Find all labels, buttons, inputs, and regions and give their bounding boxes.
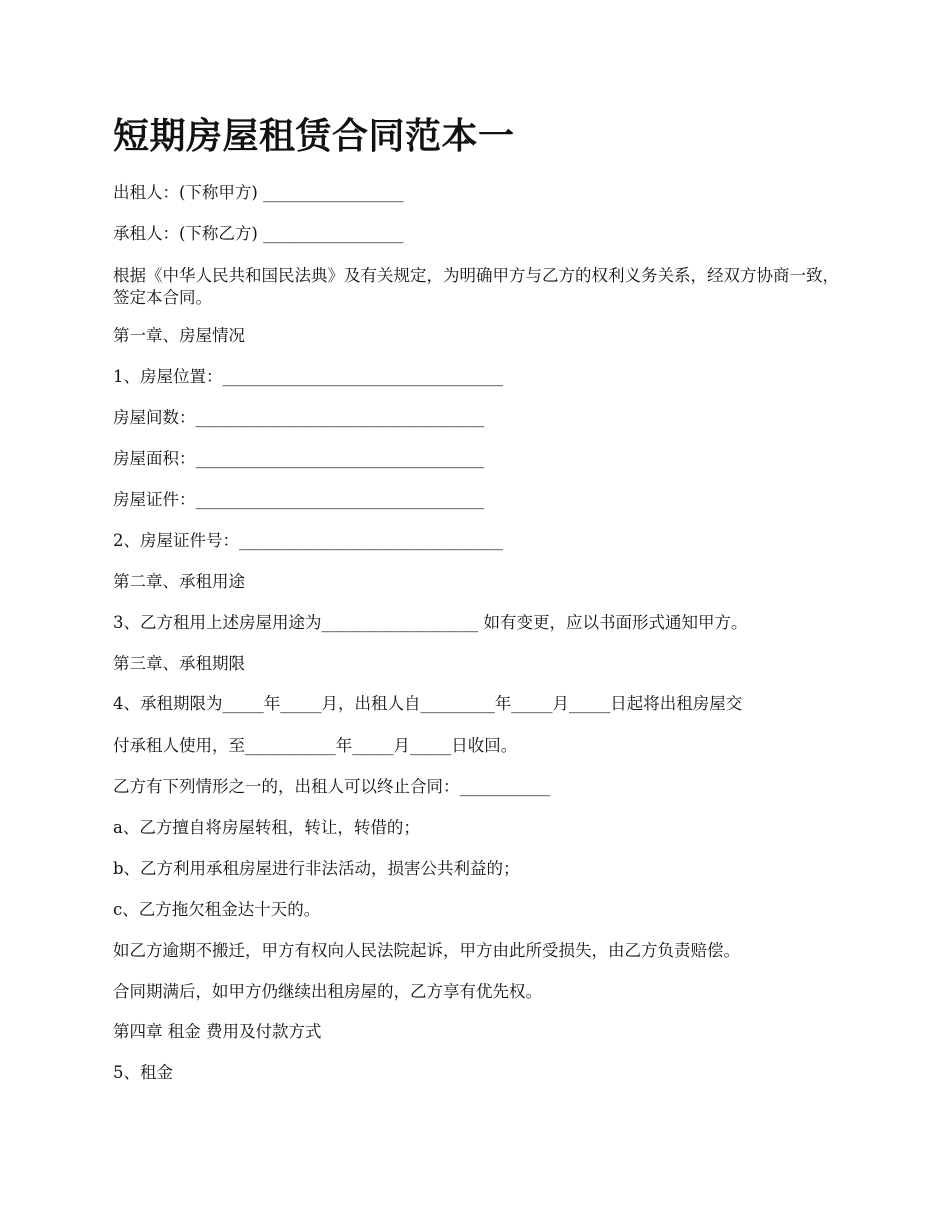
chapter-1-heading: 第一章、房屋情况 bbox=[113, 326, 245, 345]
house-location-line: 1、房屋位置：__________________________________ bbox=[113, 367, 503, 386]
priority-clause: 合同期满后，如甲方仍继续出租房屋的，乙方享有优先权。 bbox=[113, 982, 542, 1001]
chapter-2-heading: 第二章、承租用途 bbox=[113, 572, 245, 591]
preamble-paragraph: 根据《中华人民共和国民法典》及有关规定，为明确甲方与乙方的权利义务关系，经双方协商一致，签定本合同。 bbox=[113, 266, 839, 307]
term-clause-line-1: 4、承租期限为_____年_____月，出租人自_________年_____月_____日起将出租房屋交 bbox=[113, 694, 743, 713]
chapter-4-heading: 第四章 租金 费用及付款方式 bbox=[113, 1022, 322, 1041]
house-certificate-line: 房屋证件：___________________________________ bbox=[113, 490, 485, 509]
house-area-line: 房屋面积：___________________________________ bbox=[113, 449, 485, 468]
certificate-number-line: 2、房屋证件号：________________________________ bbox=[113, 531, 503, 550]
termination-intro: 乙方有下列情形之一的，出租人可以终止合同：___________ bbox=[113, 777, 551, 796]
usage-clause: 3、乙方租用上述房屋用途为___________________ 如有变更，应以书面形式通知甲方。 bbox=[113, 613, 748, 632]
lessor-line: 出租人：(下称甲方) _________________ bbox=[113, 183, 404, 202]
termination-item-b: b、乙方利用承租房屋进行非法活动，损害公共利益的； bbox=[113, 859, 520, 878]
lessee-line: 承租人：(下称乙方) _________________ bbox=[113, 224, 404, 243]
relocation-clause: 如乙方逾期不搬迁，甲方有权向人民法院起诉，甲方由此所受损失，由乙方负责赔偿。 bbox=[113, 941, 740, 960]
term-clause-line-2: 付承租人使用，至___________年_____月_____日收回。 bbox=[113, 736, 518, 755]
rent-item: 5、租金 bbox=[113, 1063, 173, 1082]
room-count-line: 房屋间数：___________________________________ bbox=[113, 408, 485, 427]
termination-item-a: a、乙方擅自将房屋转租，转让，转借的； bbox=[113, 818, 420, 837]
termination-item-c: c、乙方拖欠租金达十天的。 bbox=[113, 900, 321, 919]
document-title: 短期房屋租赁合同范本一 bbox=[113, 115, 515, 157]
chapter-3-heading: 第三章、承租期限 bbox=[113, 654, 245, 673]
